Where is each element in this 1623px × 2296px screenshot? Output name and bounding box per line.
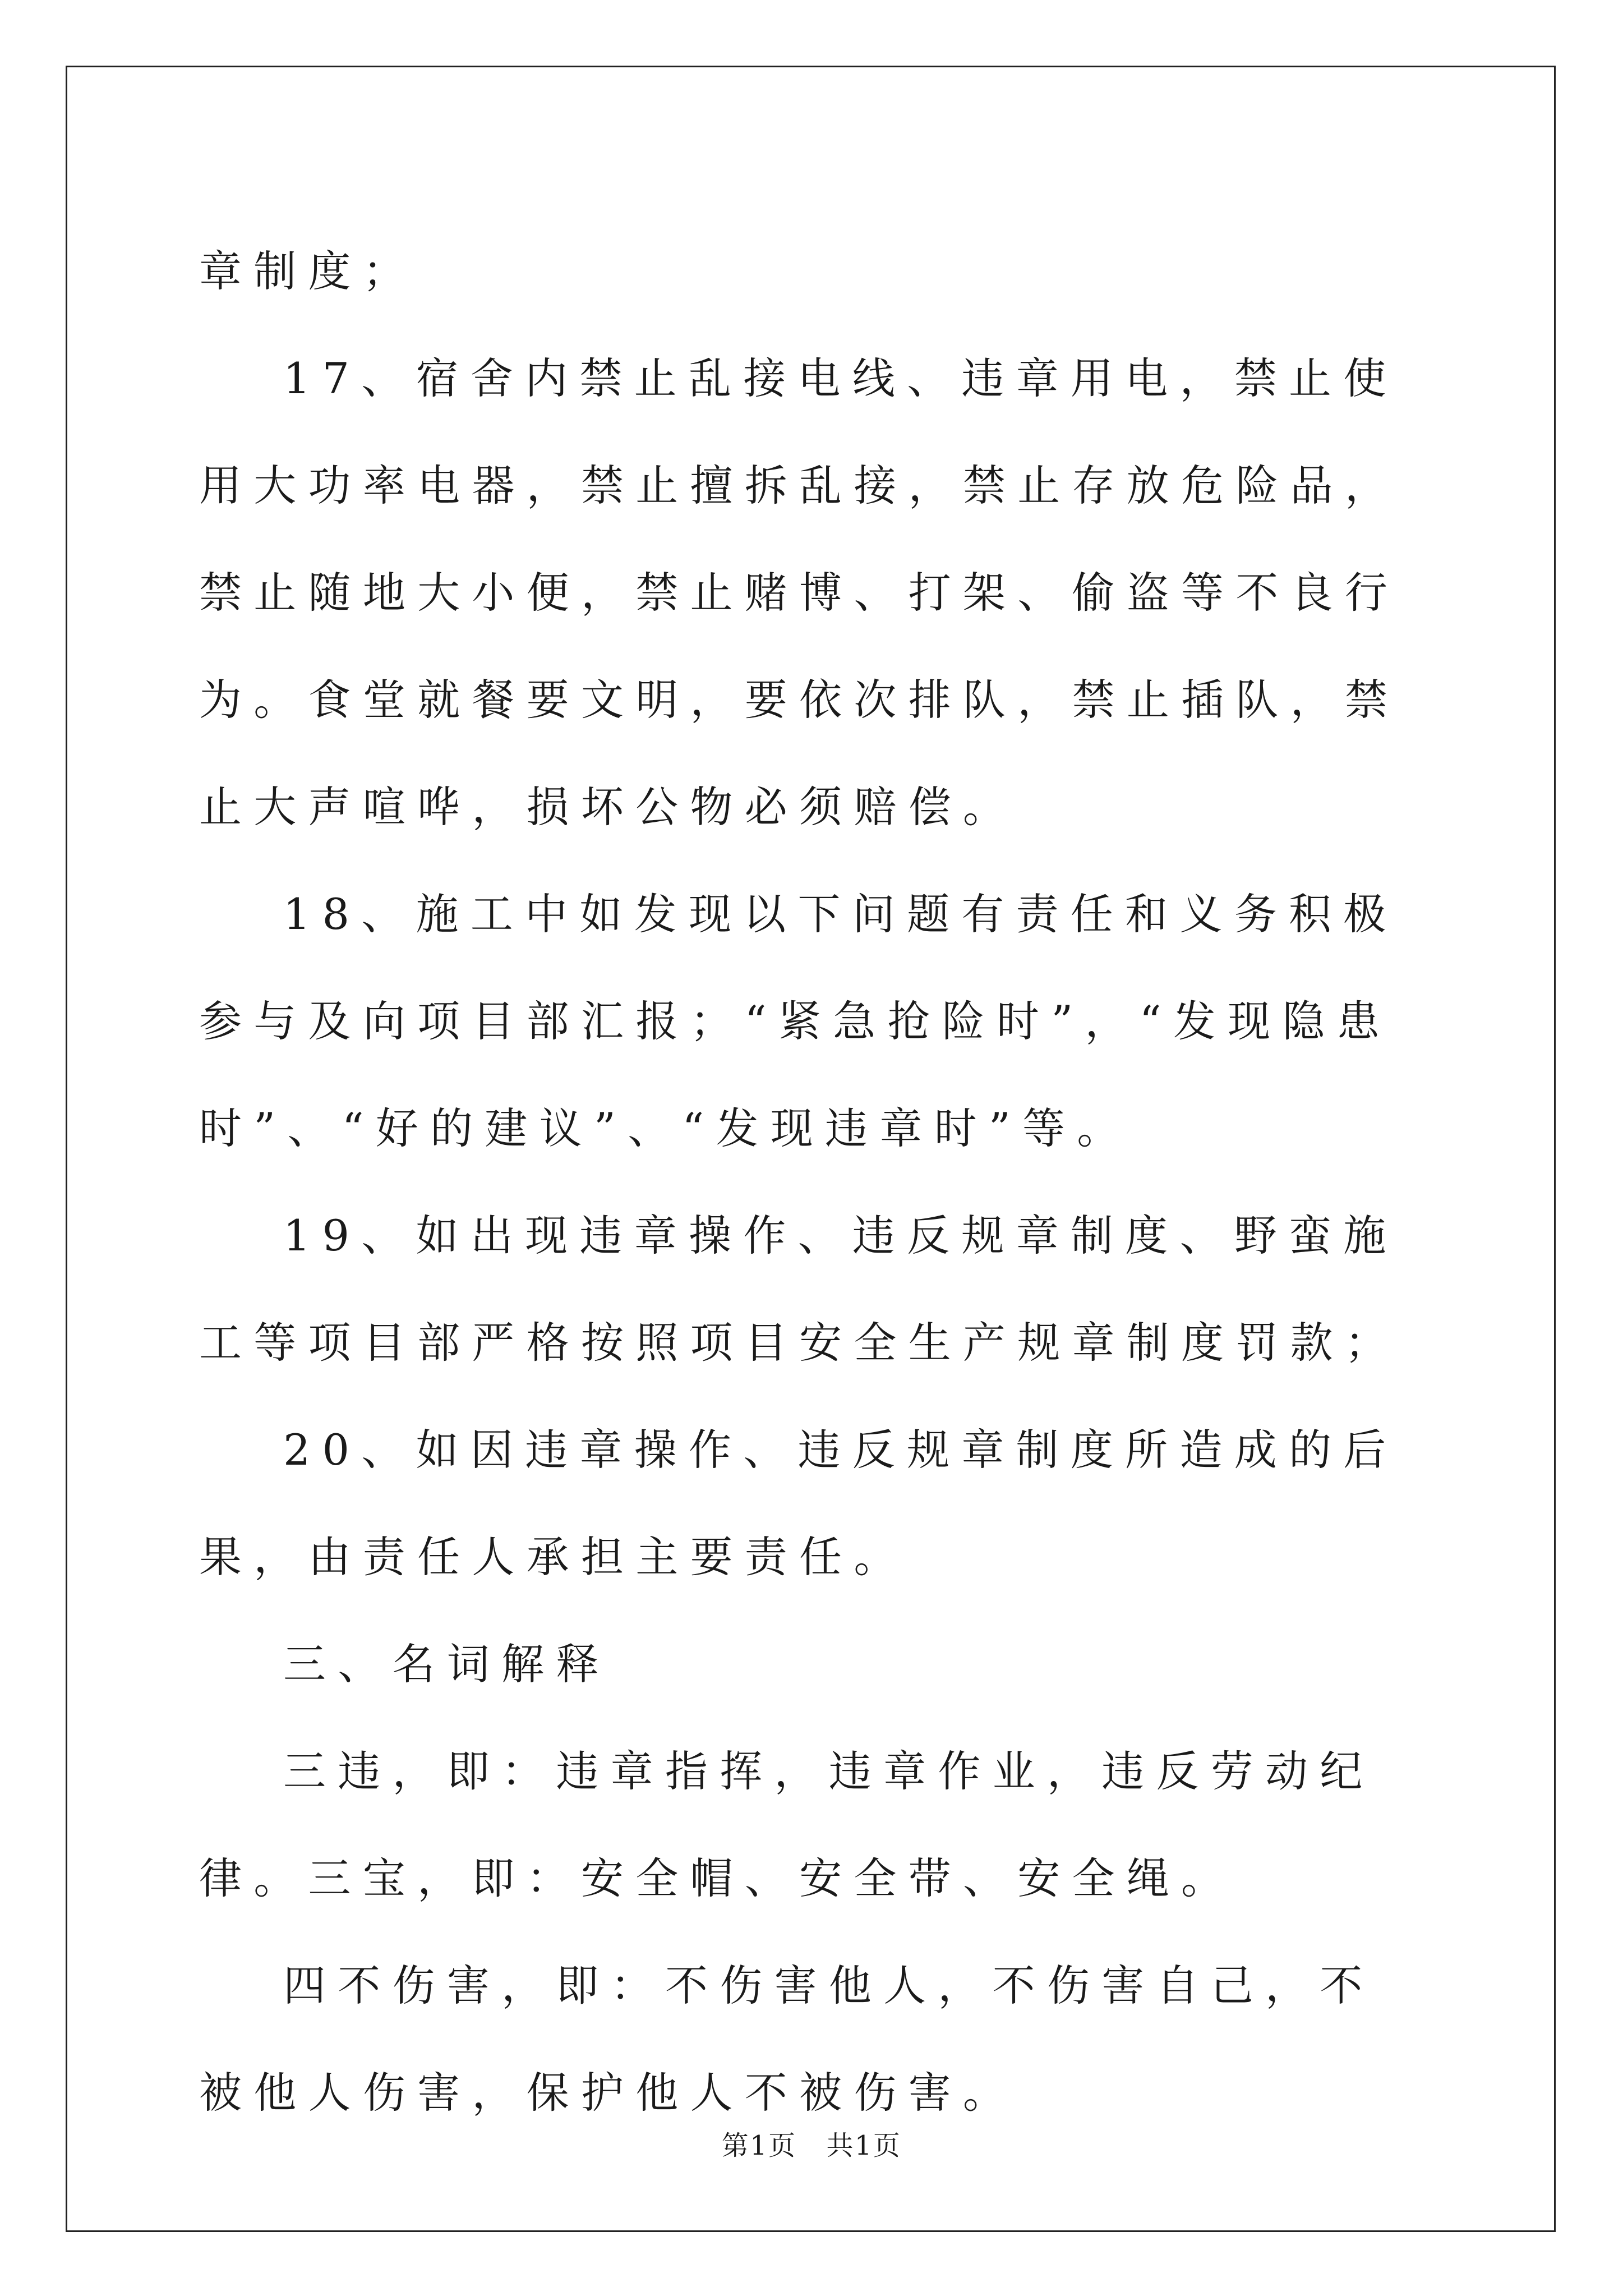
- paragraph-item-20: 20、如因违章操作、违反规章制度所造成的后果，由责任人承担主要责任。: [199, 1425, 1398, 1582]
- paragraph-si-bu-shanghai: 四不伤害，即：不伤害他人，不伤害自己，不被他人伤害，保护他人不被伤害。: [199, 1961, 1375, 2118]
- page-number: 第1页: [721, 2130, 797, 2161]
- document-body: [199, 218, 1427, 2146]
- page-footer: [0, 2129, 1623, 2162]
- paragraph-continuation: 章制度；: [199, 246, 418, 296]
- section-heading-definitions: 三、名词解释: [283, 1639, 611, 1689]
- paragraph-item-19: 19、如出现违章操作、违反规章制度、野蛮施工等项目部严格按照项目安全生产规章制度罚款；: [199, 1211, 1400, 1368]
- paragraph-item-18: 18、施工中如发现以下问题有责任和义务积极参与及向项目部汇报；“紧急抢险时”，“发现隐患时”、“好的建议”、“发现违章时”等。: [199, 889, 1398, 1153]
- paragraph-san-wei: 三违，即：违章指挥，违章作业，违反劳动纪律。三宝，即：安全帽、安全带、安全绳。: [199, 1746, 1375, 1903]
- page-total: 共1页: [826, 2130, 902, 2161]
- paragraph-item-17: 17、宿舍内禁止乱接电线、违章用电，禁止使用大功率电器，禁止擅拆乱接，禁止存放危险品，禁止随地大小便，禁止赌博、打架、偷盗等不良行为。食堂就餐要文明，要依次排队，禁止插队，禁止大声喧哗，损坏公物必须赔偿。: [199, 353, 1400, 832]
